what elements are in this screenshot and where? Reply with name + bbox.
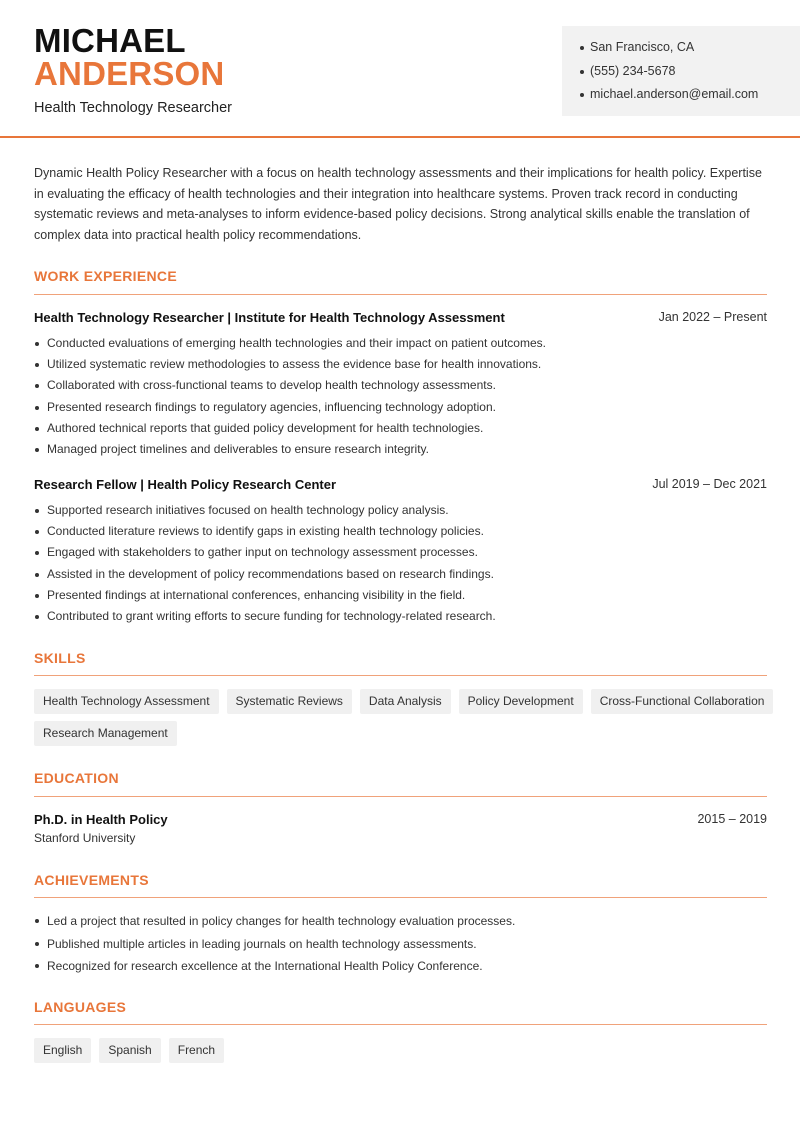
first-name: MICHAEL [34, 22, 186, 59]
job-title: Health Technology Researcher [34, 100, 233, 116]
list-item: Managed project timelines and deliverables to ensure research integrity. [34, 439, 546, 460]
languages-heading: LANGUAGES [34, 999, 127, 1015]
language-chip: English [34, 1038, 91, 1063]
skill-chip: Research Management [34, 721, 177, 746]
resume-header [0, 0, 800, 138]
list-item: Authored technical reports that guided policy development for health technologies. [34, 418, 546, 439]
list-item: Conducted evaluations of emerging health technologies and their impact on patient outcomes. [34, 333, 546, 354]
list-item: Collaborated with cross-functional teams to develop health technology assessments. [34, 375, 546, 396]
job-role: Health Technology Researcher | Institute for Health Technology Assessment [34, 310, 505, 325]
language-chip: French [169, 1038, 224, 1063]
education-degree: Ph.D. in Health Policy [34, 812, 168, 827]
languages-chips [34, 1038, 774, 1063]
job-bullets [34, 333, 546, 460]
skill-chip: Health Technology Assessment [34, 689, 219, 714]
list-item: Supported research initiatives focused on health technology policy analysis. [34, 500, 496, 521]
list-item: Assisted in the development of policy recommendations based on research findings. [34, 564, 496, 585]
section-divider [34, 294, 767, 295]
contact-box [562, 26, 800, 116]
contact-email: michael.anderson@email.com [580, 83, 800, 107]
list-item: Recognized for research excellence at the International Health Policy Conference. [34, 955, 515, 978]
list-item: Presented findings at international conferences, enhancing visibility in the field. [34, 585, 496, 606]
list-item: Published multiple articles in leading journals on health technology assessments. [34, 933, 515, 956]
education-heading: EDUCATION [34, 770, 119, 786]
education-dates: 2015 – 2019 [697, 812, 767, 826]
summary-paragraph: Dynamic Health Policy Researcher with a focus on health technology assessments and their implications for health policy. Expertise in evaluating the efficacy of health technologies and their integration into healthcare systems. Proven track record in conducting systematic reviews and meta-analyses to inform evidence-based policy decisions. Strong analytical skills enable the translation of complex data into practical health policy recommendations. [34, 166, 762, 242]
contact-location: San Francisco, CA [580, 36, 800, 60]
work-experience-heading: WORK EXPERIENCE [34, 268, 177, 284]
section-divider [34, 897, 767, 898]
job-header [34, 477, 767, 492]
list-item: Conducted literature reviews to identify gaps in existing health technology policies. [34, 521, 496, 542]
list-item: Presented research findings to regulatory agencies, influencing technology adoption. [34, 397, 546, 418]
job-dates: Jul 2019 – Dec 2021 [652, 477, 767, 491]
skill-chip: Policy Development [459, 689, 583, 714]
section-divider [34, 675, 767, 676]
list-item: Utilized systematic review methodologies to assess the evidence base for health innovations. [34, 354, 546, 375]
education-school: Stanford University [34, 831, 136, 845]
skills-heading: SKILLS [34, 650, 86, 666]
list-item: Contributed to grant writing efforts to secure funding for technology-related research. [34, 606, 496, 627]
skills-chips [34, 689, 774, 746]
job-role: Research Fellow | Health Policy Research Center [34, 477, 337, 492]
achievements-list [34, 910, 515, 978]
contact-phone: (555) 234-5678 [580, 60, 800, 84]
section-divider [34, 796, 767, 797]
skill-chip: Systematic Reviews [227, 689, 352, 714]
last-name: ANDERSON [34, 55, 225, 92]
section-divider [34, 1024, 767, 1025]
job-header [34, 310, 767, 325]
achievements-heading: ACHIEVEMENTS [34, 872, 149, 888]
contact-list [580, 36, 800, 107]
list-item: Engaged with stakeholders to gather input on technology assessment processes. [34, 542, 496, 563]
skill-chip: Data Analysis [360, 689, 451, 714]
language-chip: Spanish [99, 1038, 160, 1063]
job-dates: Jan 2022 – Present [658, 310, 767, 324]
job-bullets [34, 500, 496, 627]
skill-chip: Cross-Functional Collaboration [591, 689, 774, 714]
list-item: Led a project that resulted in policy changes for health technology evaluation processes. [34, 910, 515, 933]
